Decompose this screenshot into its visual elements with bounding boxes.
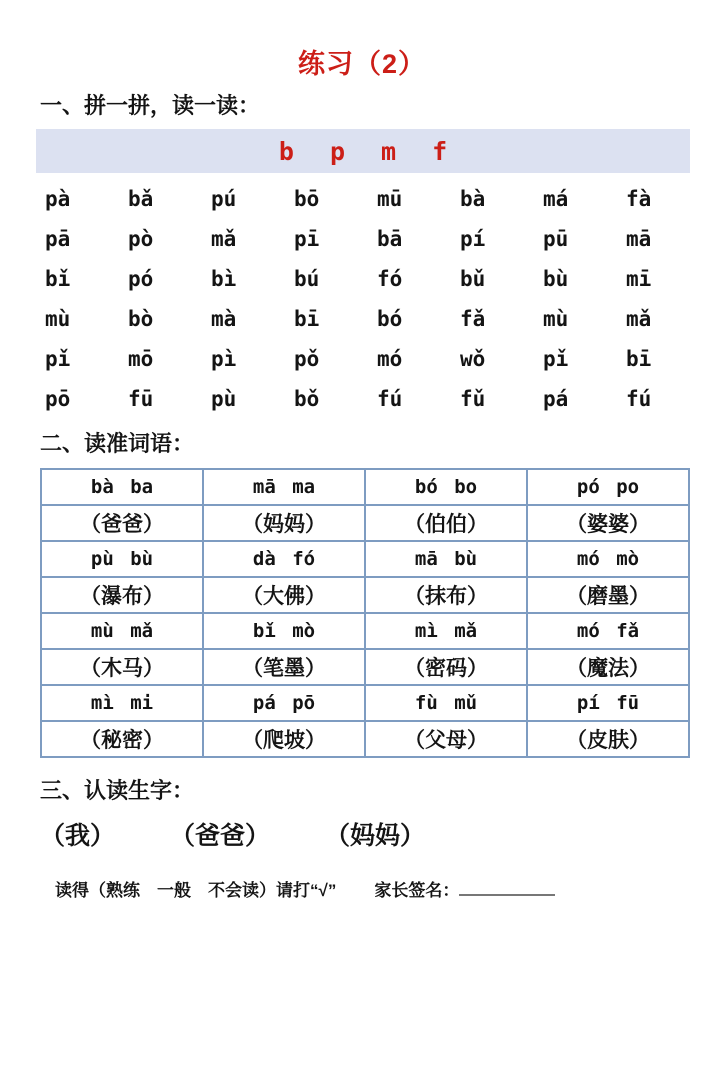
pinyin-syllable: fǎ xyxy=(460,307,486,331)
pinyin-syllable: fó xyxy=(377,267,403,291)
pinyin-syllable: fū xyxy=(128,387,154,411)
word-hanzi-cell: （妈妈） xyxy=(203,505,365,541)
banner-letter-b: b xyxy=(278,136,294,166)
word-pinyin-cell: bǐ mò xyxy=(203,613,365,649)
word-pinyin-cell: mì mi xyxy=(41,685,203,721)
page-title: 练习（2） xyxy=(297,49,427,79)
pinyin-syllable: mī xyxy=(626,267,652,291)
pinyin-syllable: pó xyxy=(128,267,154,291)
word-pinyin-cell: mù mǎ xyxy=(41,613,203,649)
banner-letter-p: p xyxy=(329,136,345,166)
table-row xyxy=(41,505,689,541)
word-pinyin-cell: mā ma xyxy=(203,469,365,505)
pinyin-syllable: mǎ xyxy=(626,307,652,331)
word-pinyin-cell: mó fǎ xyxy=(527,613,689,649)
footer-line xyxy=(55,876,724,901)
pinyin-syllable: bī xyxy=(626,347,652,371)
words-table xyxy=(40,468,690,758)
pinyin-syllable: bǐ xyxy=(45,267,71,291)
section3-heading: 三、认读生字： xyxy=(40,778,195,803)
pinyin-syllable: pí xyxy=(460,227,486,251)
pinyin-syllable: mà xyxy=(211,307,237,331)
pinyin-syllable: fú xyxy=(377,387,403,411)
table-row xyxy=(41,685,689,721)
word-hanzi-cell: （伯伯） xyxy=(365,505,527,541)
word-hanzi-cell: （爬坡） xyxy=(203,721,365,757)
word-hanzi-cell: （磨墨） xyxy=(527,577,689,613)
pinyin-syllable: bī xyxy=(294,307,320,331)
pinyin-syllable: bǒ xyxy=(294,387,320,411)
pinyin-syllable: pà xyxy=(45,187,71,211)
banner-letter-m: m xyxy=(381,136,397,166)
word-pinyin-cell: fù mǔ xyxy=(365,685,527,721)
pinyin-syllable: bā xyxy=(377,227,403,251)
characters-row xyxy=(40,816,724,852)
section2-heading: 二、读准词语： xyxy=(40,431,195,456)
section1-heading: 一、拼一拼，读一读： xyxy=(40,93,261,118)
pinyin-syllable: mā xyxy=(626,227,652,251)
word-hanzi-cell: （大佛） xyxy=(203,577,365,613)
pinyin-syllable: pā xyxy=(45,227,71,251)
pinyin-syllable: pò xyxy=(128,227,154,251)
pinyin-syllable: bù xyxy=(543,267,569,291)
pinyin-syllable: pá xyxy=(543,387,569,411)
pinyin-syllable: pū xyxy=(543,227,569,251)
pinyin-syllable: bō xyxy=(294,187,320,211)
pinyin-syllable: bǎ xyxy=(128,187,154,211)
pinyin-grid xyxy=(45,179,724,419)
word-hanzi-cell: （皮肤） xyxy=(527,721,689,757)
pinyin-syllable: bó xyxy=(377,307,403,331)
pinyin-syllable: fǔ xyxy=(460,387,486,411)
word-pinyin-cell: pí fū xyxy=(527,685,689,721)
signature-line xyxy=(459,879,555,896)
word-pinyin-cell: bó bo xyxy=(365,469,527,505)
signature-label: 家长签名： xyxy=(374,881,460,900)
word-pinyin-cell: pó po xyxy=(527,469,689,505)
pinyin-syllable: mō xyxy=(128,347,154,371)
pinyin-syllable: mǎ xyxy=(211,227,237,251)
pinyin-syllable: mù xyxy=(45,307,71,331)
pinyin-syllable: bú xyxy=(294,267,320,291)
word-pinyin-cell: pù bù xyxy=(41,541,203,577)
pinyin-syllable: mù xyxy=(543,307,569,331)
table-row xyxy=(41,469,689,505)
pinyin-syllable: pǐ xyxy=(543,347,569,371)
pinyin-syllable: bǔ xyxy=(460,267,486,291)
table-row xyxy=(41,721,689,757)
word-pinyin-cell: bà ba xyxy=(41,469,203,505)
pinyin-syllable: pī xyxy=(294,227,320,251)
word-hanzi-cell: （婆婆） xyxy=(527,505,689,541)
pinyin-syllable: má xyxy=(543,187,569,211)
footer-instruction: 读得（熟练 一般 不会读）请打“√” xyxy=(55,881,337,900)
table-row xyxy=(41,577,689,613)
pinyin-syllable: bì xyxy=(211,267,237,291)
word-hanzi-cell: （密码） xyxy=(365,649,527,685)
character-item: （妈妈） xyxy=(325,822,426,850)
word-hanzi-cell: （瀑布） xyxy=(41,577,203,613)
pinyin-syllable: fú xyxy=(626,387,652,411)
word-hanzi-cell: （木马） xyxy=(41,649,203,685)
table-row xyxy=(41,613,689,649)
pinyin-syllable: wǒ xyxy=(460,347,486,371)
pinyin-syllable: pō xyxy=(45,387,71,411)
word-hanzi-cell: （笔墨） xyxy=(203,649,365,685)
pinyin-syllable: pǒ xyxy=(294,347,320,371)
word-pinyin-cell: mā bù xyxy=(365,541,527,577)
banner-letter-f: f xyxy=(432,136,448,166)
word-pinyin-cell: pá pō xyxy=(203,685,365,721)
pinyin-syllable: mū xyxy=(377,187,403,211)
pinyin-syllable: mó xyxy=(377,347,403,371)
word-hanzi-cell: （秘密） xyxy=(41,721,203,757)
word-pinyin-cell: mì mǎ xyxy=(365,613,527,649)
table-row xyxy=(41,649,689,685)
word-hanzi-cell: （魔法） xyxy=(527,649,689,685)
pinyin-syllable: pú xyxy=(211,187,237,211)
word-hanzi-cell: （爸爸） xyxy=(41,505,203,541)
word-pinyin-cell: dà fó xyxy=(203,541,365,577)
pinyin-syllable: pì xyxy=(211,347,237,371)
pinyin-syllable: pù xyxy=(211,387,237,411)
pinyin-syllable: pǐ xyxy=(45,347,71,371)
character-item: （我） xyxy=(40,822,116,850)
pinyin-syllable: bò xyxy=(128,307,154,331)
pinyin-syllable: bà xyxy=(460,187,486,211)
character-item: （爸爸） xyxy=(170,822,271,850)
word-hanzi-cell: （抹布） xyxy=(365,577,527,613)
pinyin-syllable: fà xyxy=(626,187,652,211)
word-pinyin-cell: mó mò xyxy=(527,541,689,577)
table-row xyxy=(41,541,689,577)
word-hanzi-cell: （父母） xyxy=(365,721,527,757)
initials-banner xyxy=(36,129,690,173)
